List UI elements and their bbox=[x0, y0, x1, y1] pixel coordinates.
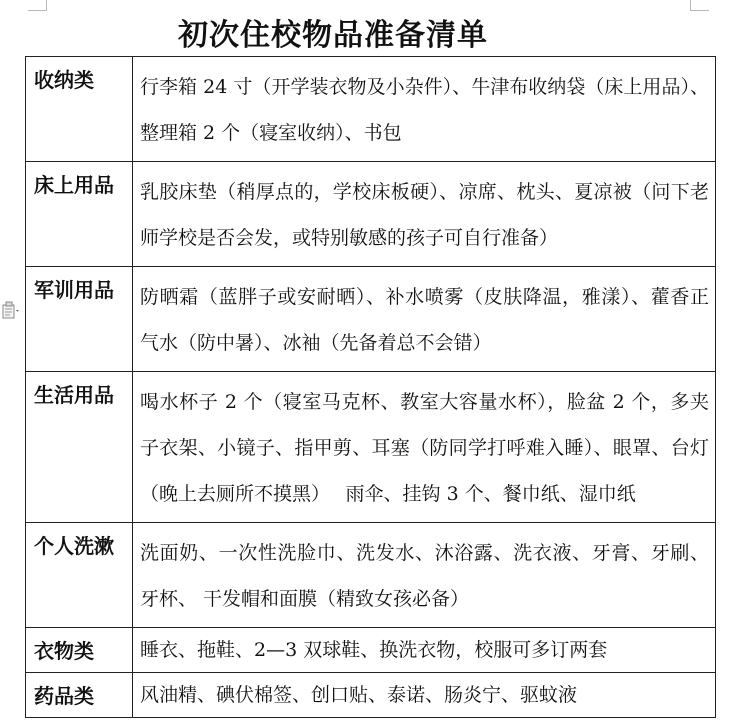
items-cell: 睡衣、拖鞋、2—3 双球鞋、换洗衣物，校服可多订两套 bbox=[133, 628, 716, 673]
category-cell: 生活用品 bbox=[26, 372, 133, 523]
table-row bbox=[26, 523, 716, 628]
page-title: 初次住校物品准备清单 bbox=[178, 18, 488, 53]
paste-options-icon[interactable] bbox=[0, 296, 22, 324]
items-cell: 防晒霜（蓝胖子或安耐晒）、补水喷雾（皮肤降温，雅漾）、藿香正气水（防中暑）、冰袖（先备着总不会错） bbox=[133, 267, 716, 372]
table-row bbox=[26, 267, 716, 372]
table-row bbox=[26, 57, 716, 162]
items-cell: 行李箱 24 寸（开学装衣物及小杂件）、牛津布收纳袋（床上用品）、整理箱 2 个（寝室收纳）、书包 bbox=[133, 57, 716, 162]
table-row bbox=[26, 372, 716, 523]
category-cell: 药品类 bbox=[26, 673, 133, 718]
items-cell: 风油精、碘伏棉签、创口贴、泰诺、肠炎宁、驱蚊液 bbox=[133, 673, 716, 718]
category-cell: 床上用品 bbox=[26, 162, 133, 267]
checklist-table bbox=[25, 56, 716, 718]
table-row bbox=[26, 673, 716, 718]
items-cell: 喝水杯子 2 个（寝室马克杯、教室大容量水杯），脸盆 2 个，多夹子衣架、小镜子、指甲剪、耳塞（防同学打呼难入睡）、眼罩、台灯（晚上去厕所不摸黑） 雨伞、挂钩 3 个、餐巾纸、湿巾纸 bbox=[133, 372, 716, 523]
category-cell: 收纳类 bbox=[26, 57, 133, 162]
table-row bbox=[26, 162, 716, 267]
category-cell: 军训用品 bbox=[26, 267, 133, 372]
items-cell: 洗面奶、一次性洗脸巾、洗发水、沐浴露、洗衣液、牙膏、牙刷、牙杯、 干发帽和面膜（精致女孩必备） bbox=[133, 523, 716, 628]
table-row bbox=[26, 628, 716, 673]
items-cell: 乳胶床垫（稍厚点的，学校床板硬）、凉席、枕头、夏凉被（问下老师学校是否会发，或特别敏感的孩子可自行准备） bbox=[133, 162, 716, 267]
category-cell: 衣物类 bbox=[26, 628, 133, 673]
page-margin-corner-right bbox=[690, 0, 709, 11]
category-cell: 个人洗漱 bbox=[26, 523, 133, 628]
